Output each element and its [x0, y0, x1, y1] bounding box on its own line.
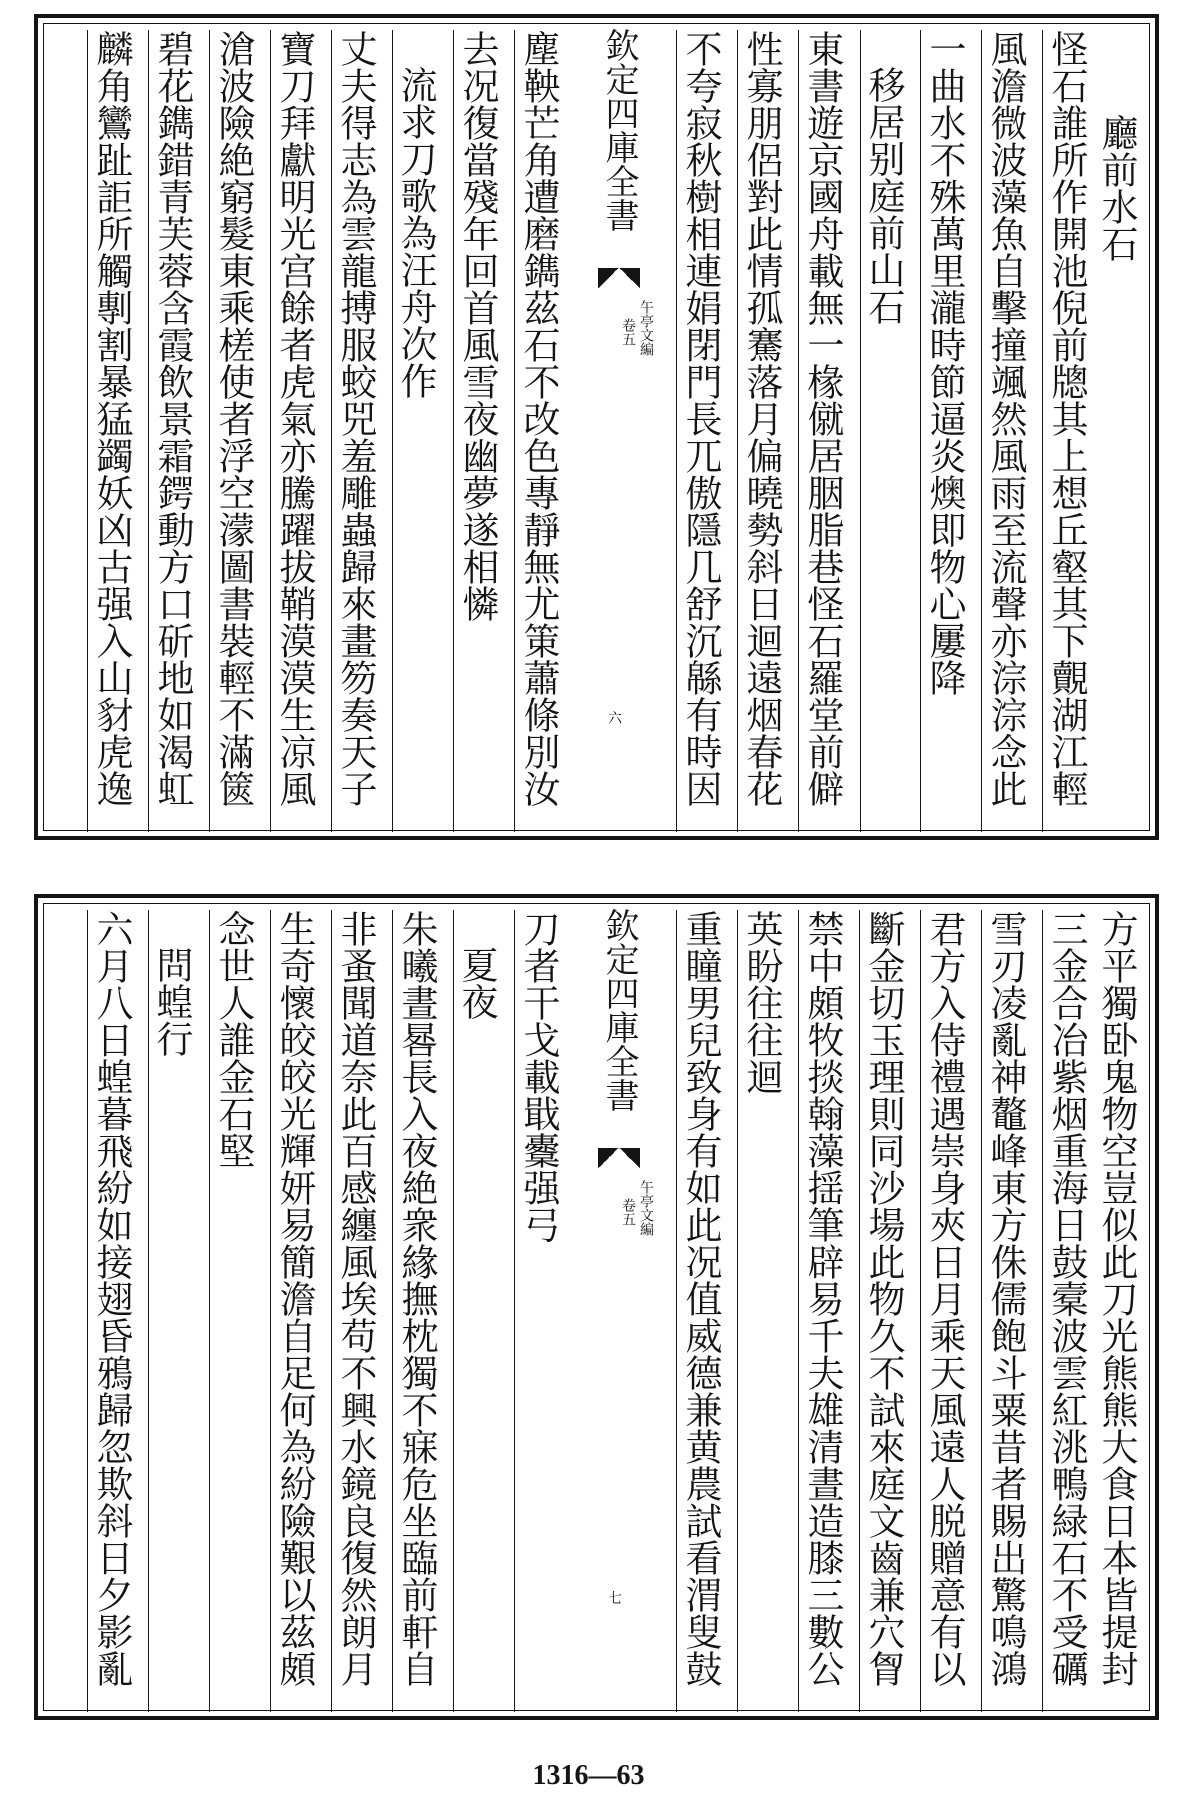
text-column: 東書遊京國舟載無一椽僦居胭脂巷怪石羅堂前僻: [798, 30, 845, 832]
text-column: 碧花鐫錯青芙蓉含霞飲景霜鍔動方口斫地如渴虹: [148, 30, 195, 832]
work-title: 午亭文編: [638, 300, 654, 356]
text-column: 移居别庭前山石: [860, 30, 906, 832]
text-column: 塵鞅芒角遭磨鐫茲石不改色專靜無尤䇿蕭條別汝: [514, 30, 561, 832]
text-column: 去况復當殘年回首風雪夜幽夢遂相憐: [453, 30, 500, 832]
text-column: 寶刀拜獻明光宫餘者虎氣亦騰躍拔鞘漠漠生凉風: [270, 30, 317, 832]
text-column: 不夸寂秋樹相連娟閉門長兀傲隱几舒沉緜有時因: [676, 30, 723, 832]
text-column: 禁中頗牧掞翰藻揺筆辟易千夫雄清晝造膝三數公: [798, 910, 845, 1712]
text-column: 重瞳男兒致身有如此况值威德兼黄農試看渭叟鼓: [676, 910, 723, 1712]
text-column: 怪石誰所作開池倪前牕其上想丘壑其下覿湖江輕: [1042, 30, 1089, 832]
fishtail-mark: [598, 268, 640, 288]
text-column: 風澹微波藻魚自擊撞颯然風雨至流聲亦淙淙念此: [981, 30, 1028, 832]
text-column: 問蝗行: [148, 910, 194, 1712]
text-column: 君方入侍禮遇崇身夾日月乘天風遠人脱贈意有以: [920, 910, 967, 1712]
text-column: 麟角鸞趾詎所觸剸割暴猛蠲妖凶古强入山豺虎逸: [87, 30, 134, 832]
leaf-number: 六: [608, 711, 622, 727]
text-column: 夏夜: [453, 910, 499, 1712]
text-column: 生奇懷皎皎光輝妍易簡澹自足何為紛險艱以茲頗: [270, 910, 317, 1712]
text-column: 一曲水不殊萬里瀧時節逼炎燠即物心屢降: [920, 30, 967, 832]
text-column: 刀者干戈載戢櫜强弓: [514, 910, 561, 1712]
text-column: 非蚤聞道奈此百感纏風埃苟不興水鏡良復然朗月: [331, 910, 378, 1712]
text-column: 滄波險絶窮髮東乘槎使者浮空濛圖書裝輕不滿篋: [209, 30, 256, 832]
text-column: 性寡朋侶對此情孤騫落月偏曉勢斜日迴遠烟春花: [737, 30, 784, 832]
center-band: [598, 898, 654, 1724]
center-band: [598, 18, 654, 844]
page-upper-half: [34, 14, 1159, 840]
work-title: 午亭文編: [638, 1180, 654, 1236]
text-column: 斷金切玉理則同沙場此物久不試來庭文齒兼穴胷: [859, 910, 906, 1712]
text-column: 六月八日蝗暮飛紛如接翅昏鴉歸忽欺斜日夕影亂: [87, 910, 134, 1712]
folio-number: 1316—63: [532, 1760, 645, 1791]
book-title: 欽定四庫全書: [599, 28, 639, 232]
text-column: 丈夫得志為雲龍搏服蛟兕羞雕蟲歸來畫笏奏天子: [331, 30, 378, 832]
text-column: 廳前水石: [1095, 114, 1138, 262]
text-column: 英盼往往迴: [737, 910, 784, 1712]
page-lower-half: [34, 894, 1159, 1720]
leaf-number: 七: [608, 1591, 622, 1607]
fishtail-mark: [598, 1148, 640, 1168]
text-column: 方平獨卧鬼物空豈似此刀光熊熊大食日本皆提封: [1095, 910, 1138, 1687]
juan-number: 卷五: [620, 318, 636, 346]
book-title: 欽定四庫全書: [599, 908, 639, 1112]
text-column: 雪刃凌亂神鼇峰東方侏儒飽斗粟昔者賜出驚鳴鴻: [981, 910, 1028, 1712]
text-column: 朱曦晝晷長入夜絶衆緣撫枕獨不寐危坐臨前軒自: [392, 910, 439, 1712]
text-column: 流求刀歌為汪舟次作: [392, 30, 438, 832]
juan-number: 卷五: [620, 1198, 636, 1226]
text-column: 念世人誰金石堅: [209, 910, 256, 1712]
text-column: 三金合冶紫烟重海日鼓槖波雲紅洮鴨緑石不受礪: [1042, 910, 1089, 1712]
